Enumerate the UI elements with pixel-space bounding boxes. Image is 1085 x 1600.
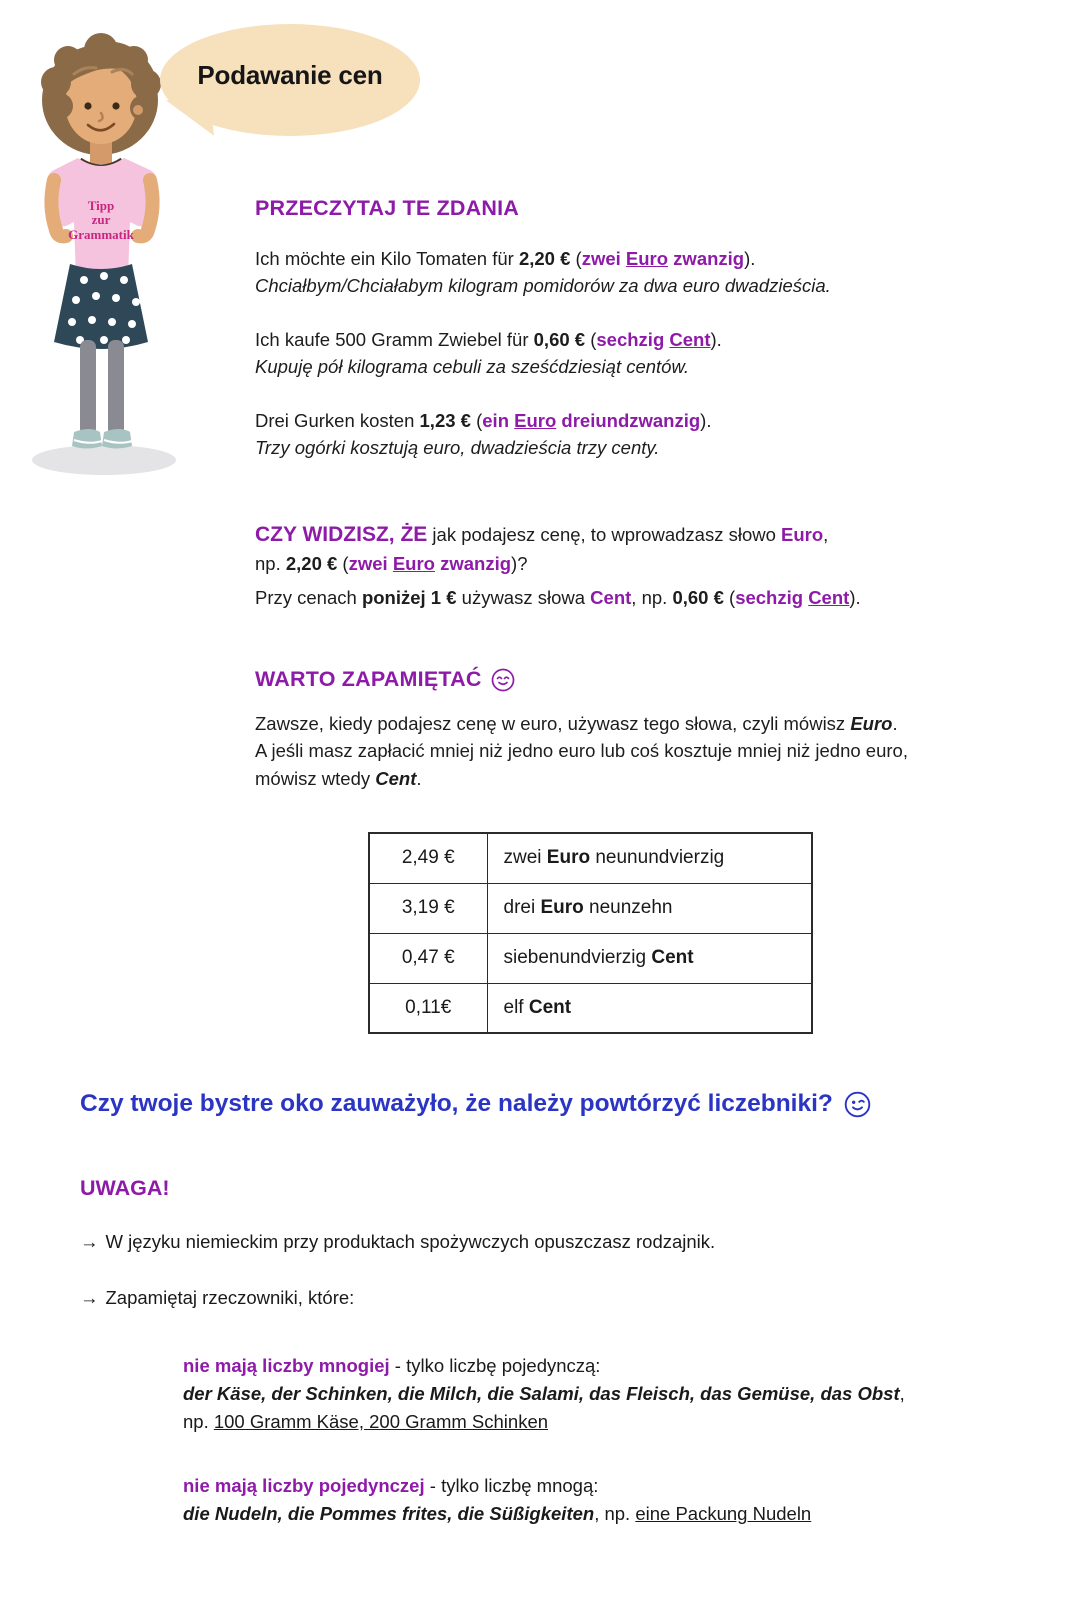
- notice-heading: CZY WIDZISZ, ŻE: [255, 523, 428, 547]
- sentence-de-3: [255, 410, 711, 431]
- sentence-de-2: [255, 329, 722, 350]
- noun-group-label-row: [183, 1472, 1040, 1500]
- notice-line2-a: np.: [255, 553, 286, 575]
- noun-group-nouns-tail: ,: [899, 1382, 905, 1404]
- warning-bullet-2: [80, 1284, 1040, 1312]
- noun-group-label-rest: - tylko liczbę mnogą:: [424, 1475, 599, 1497]
- warning-heading: UWAGA!: [80, 1176, 170, 1200]
- noun-group-label: nie mają liczby mnogiej: [183, 1354, 390, 1376]
- notice-line3-c: używasz słowa: [456, 586, 591, 608]
- table-cell-price: 3,19 €: [369, 883, 487, 933]
- word-post: neunundvierzig: [590, 847, 725, 869]
- section-read-heading: PRZECZYTAJ TE ZDANIA: [255, 196, 519, 220]
- notice-line2-close: )?: [511, 553, 528, 575]
- notice-line3-w2: Cent: [808, 586, 850, 608]
- sentence-pl-2: Kupuję pół kilograma cebuli za sześćdziesiąt centów.: [255, 356, 689, 378]
- de-word3-1: zwanzig: [668, 248, 745, 269]
- table-cell-word: [487, 833, 812, 883]
- noun-group-nouns-row: [183, 1380, 1040, 1408]
- noun-group-example-pre: np.: [599, 1503, 636, 1525]
- noun-group-nouns: der Käse, der Schinken, die Milch, die Salami, das Fleisch, das Gemüse, das Obst: [183, 1382, 900, 1404]
- sentence-pl-3: Trzy ogórki kosztują euro, dwadzieścia trzy centy.: [255, 436, 660, 458]
- sentence-pl-1: Chciałbym/Chciałabym kilogram pomidorów za dwa euro dwadzieścia.: [255, 275, 831, 297]
- de-open-3: (: [470, 409, 483, 431]
- de-pre-1: Ich möchte ein Kilo Tomaten für: [255, 248, 519, 269]
- section-notice: [255, 519, 955, 611]
- notice-line3-open: (: [723, 586, 736, 608]
- remember-line1-a: Zawsze, kiedy podajesz cenę w euro, używasz tego słowa, czyli mówisz: [255, 713, 851, 735]
- price-table: [368, 832, 813, 1034]
- de-word3-3: dreiundzwanzig: [556, 409, 701, 431]
- arrow-right-icon: →: [80, 1287, 99, 1308]
- table-cell-word: [487, 883, 812, 933]
- de-word1-2: sechzig: [596, 328, 670, 350]
- notice-line2-open: (: [337, 553, 349, 575]
- word-bold: Cent: [651, 947, 694, 969]
- noun-group-singular: [183, 1352, 1040, 1436]
- de-price-3: 1,23 €: [419, 409, 471, 431]
- table-row: [369, 983, 812, 1033]
- section-warning: [80, 1172, 1040, 1528]
- noun-group-label-rest: - tylko liczbę pojedynczą:: [389, 1354, 601, 1376]
- table-cell-word: [487, 933, 812, 983]
- de-close-1: ).: [744, 248, 756, 269]
- noun-group-example-pre: np.: [183, 1410, 214, 1432]
- table-cell-price: 0,47 €: [369, 933, 487, 983]
- table-row: [369, 933, 812, 983]
- de-open-2: (: [585, 328, 597, 350]
- notice-line1-a: jak podajesz cenę, to wprowadzasz słowo: [427, 524, 782, 546]
- notice-line2-w2: Euro: [392, 553, 435, 575]
- de-pre-3: Drei Gurken kosten: [255, 409, 420, 431]
- de-word2-3: Euro: [514, 409, 557, 431]
- word-pre: siebenundvierzig: [503, 947, 652, 969]
- noun-group-example: 100 Gramm Käse, 200 Gramm Schinken: [213, 1410, 549, 1432]
- de-word2-1: Euro: [625, 248, 669, 269]
- section-read: [255, 196, 955, 461]
- de-word1-3: ein: [482, 409, 515, 431]
- word-bold: Euro: [540, 897, 584, 919]
- de-close-2: ).: [710, 328, 722, 350]
- blue-question-line: [80, 1090, 1040, 1118]
- notice-line3-b: poniżej 1 €: [361, 586, 457, 608]
- section-remember-heading-row: [255, 667, 955, 692]
- notice-line-3: [255, 584, 955, 611]
- table-cell-price: 0,11€: [369, 983, 487, 1033]
- notice-line3-close: ).: [849, 586, 861, 608]
- remember-line2: A jeśli masz zapłacić mniej niż jedno euro lub coś kosztuje mniej niż jedno euro,: [255, 740, 908, 762]
- remember-line3-cent: Cent: [375, 767, 417, 789]
- notice-line3-a: Przy cenach: [255, 586, 362, 608]
- winking-face-emoji: [844, 1091, 871, 1118]
- arrow-right-icon: →: [80, 1231, 99, 1253]
- de-open-1: (: [570, 248, 582, 269]
- notice-line3-w1: sechzig: [735, 586, 809, 608]
- table-cell-word: [487, 983, 812, 1033]
- noun-group-nouns: die Nudeln, die Pommes frites, die Süßigkeiten: [183, 1503, 595, 1525]
- smiling-face-emoji: [491, 668, 515, 692]
- notice-line-1: [255, 519, 955, 577]
- page-title: Podawanie cen: [197, 59, 383, 90]
- word-pre: elf: [503, 996, 529, 1018]
- de-price-2: 0,60 €: [533, 328, 586, 350]
- remember-line1-c: .: [892, 713, 898, 735]
- sentence-pair-1: [255, 245, 955, 300]
- noun-group-label: nie mają liczby pojedynczej: [183, 1475, 425, 1497]
- table-row: [369, 833, 812, 883]
- remember-line3-a: mówisz wtedy: [255, 767, 376, 789]
- warning-bullet-1-text: W języku niemieckim przy produktach spożywczych opuszczasz rodzajnik.: [105, 1231, 716, 1253]
- warning-bullet-1: [80, 1228, 1040, 1256]
- notice-line3-price: 0,60 €: [672, 586, 724, 608]
- section-remember: [255, 667, 955, 792]
- notice-line1-c: ,: [823, 524, 829, 546]
- de-price-1: 2,20 €: [518, 248, 571, 269]
- notice-line3-cent: Cent: [590, 586, 632, 608]
- noun-group-nouns-tail: ,: [594, 1503, 600, 1525]
- notice-line1-euro: Euro: [781, 524, 824, 546]
- notice-line2-price: 2,20 €: [285, 553, 338, 575]
- notice-line2-w1: zwei: [348, 553, 393, 575]
- sentence-de-1: [255, 248, 755, 269]
- noun-group-plural: [183, 1472, 1040, 1528]
- noun-group-example: eine Packung Nudeln: [635, 1503, 812, 1525]
- word-bold: Euro: [546, 847, 591, 869]
- notice-line3-e: , np.: [631, 586, 673, 608]
- noun-group-label-row: [183, 1352, 1040, 1380]
- remember-line3-c: .: [416, 767, 422, 789]
- table-cell-price: 2,49 €: [369, 833, 487, 883]
- word-pre: zwei: [503, 847, 547, 869]
- speech-bubble: [160, 24, 420, 136]
- de-word2-2: Cent: [669, 328, 711, 350]
- de-pre-2: Ich kaufe 500 Gramm Zwiebel für: [255, 328, 534, 350]
- word-post: neunzehn: [583, 897, 673, 919]
- shirt-text-line1: Tipp: [87, 198, 115, 213]
- shirt-text-line3: Grammatik: [68, 227, 134, 242]
- warning-bullet-2-text: Zapamiętaj rzeczowniki, które:: [105, 1287, 355, 1308]
- de-word1-1: zwei: [581, 248, 626, 269]
- sentence-pair-3: [255, 407, 955, 462]
- blue-question-text: Czy twoje bystre oko zauważyło, że należy powtórzyć liczebniki?: [80, 1090, 833, 1117]
- de-close-3: ).: [700, 409, 712, 431]
- notice-line2-w3: zwanzig: [434, 553, 512, 575]
- noun-group-nouns-row: [183, 1500, 1040, 1528]
- shirt-text-line2: zur: [91, 212, 111, 227]
- remember-line1-euro: Euro: [850, 713, 893, 735]
- main-content: [255, 196, 955, 1034]
- sentence-pair-2: [255, 326, 955, 381]
- remember-body: [255, 710, 955, 792]
- word-bold: Cent: [528, 996, 572, 1018]
- noun-group-example-row: [183, 1408, 1040, 1436]
- table-row: [369, 883, 812, 933]
- word-pre: drei: [503, 897, 541, 919]
- section-remember-heading: WARTO ZAPAMIĘTAĆ: [255, 667, 482, 692]
